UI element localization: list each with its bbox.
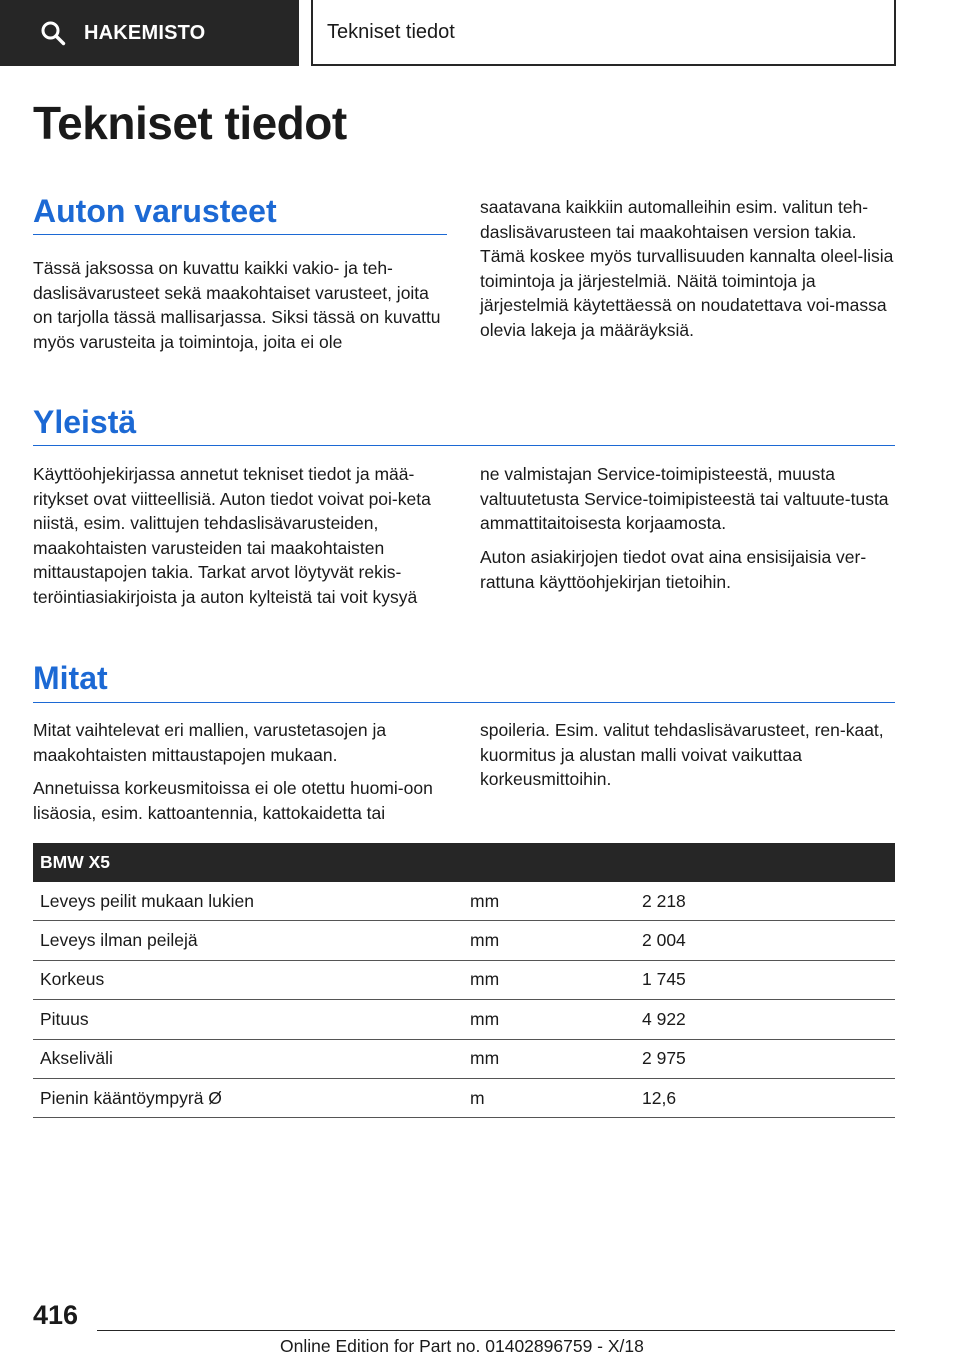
row-unit: mm	[470, 890, 500, 911]
search-icon	[40, 20, 66, 46]
row-label: Korkeus	[40, 969, 105, 990]
row-value: 1 745	[642, 969, 686, 990]
table-row	[33, 961, 895, 1000]
row-label: Pituus	[40, 1008, 89, 1029]
row-label: Leveys ilman peilejä	[40, 930, 198, 951]
table-header: BMW X5	[33, 843, 895, 882]
general-text-col1: Käyttöohjekirjassa annetut tekniset tiedot ja mää-ritykset ovat viitteellisiä. Auton tiedot voivat poi-keta niistä, esim. valittujen tehdaslisävarusteiden, maakohtaisten varusteiden tai maakohtaisten mittaustapojen takia. Tarkat arvot löytyvät rekis-teröintiasiakirjoista ja auton kylteistä tai voit kysyä	[33, 464, 431, 607]
section-heading-equipment: Auton varusteet	[33, 193, 277, 229]
dimensions-text-col2: spoileria. Esim. valitut tehdaslisävarusteet, ren-kaat, kuormitus ja alustan malli voivat vaikuttaa korkeusmittoihin.	[480, 720, 884, 790]
table-row	[33, 921, 895, 960]
section-heading-general: Yleistä	[33, 404, 137, 440]
row-unit: mm	[470, 1048, 500, 1069]
section-heading-dimensions: Mitat	[33, 660, 108, 696]
breadcrumb[interactable]: Tekniset tiedot	[311, 0, 896, 66]
table-row	[33, 1000, 895, 1039]
dimensions-table	[33, 843, 895, 1118]
row-label: Leveys peilit mukaan lukien	[40, 890, 255, 911]
row-value: 2 975	[642, 1048, 686, 1069]
table-row	[33, 1040, 895, 1079]
index-button-label: HAKEMISTO	[84, 21, 206, 44]
index-button[interactable]	[0, 0, 299, 66]
row-label: Akseliväli	[40, 1048, 113, 1069]
dimensions-text-col1-p1: Mitat vaihtelevat eri mallien, varustetasojen ja maakohtaisten mittaustapojen mukaan.	[33, 720, 387, 765]
section-rule	[33, 445, 895, 446]
dimensions-text-col1-p2: Annetuissa korkeusmitoissa ei ole otettu huomi-oon lisäosia, esim. kattoantennia, kattokaidetta tai	[33, 778, 433, 823]
page-title: Tekniset tiedot	[33, 97, 347, 149]
table-row	[33, 1079, 895, 1118]
row-label: Pienin kääntöympyrä Ø	[40, 1087, 222, 1108]
equipment-text-col2: saatavana kaikkiin automalleihin esim. valitun teh-daslisävarusteen tai maakohtaisen version takia. Tämä koskee myös turvallisuuden kannalta oleel-lisia toimintoja ja järjestelmiä. Näitä toimintoja ja järjestelmiä käytettäessä on noudatettava voi-massa olevia lakeja ja määräyksiä.	[480, 197, 894, 340]
section-rule	[33, 234, 447, 235]
section-rule	[33, 702, 895, 703]
row-value: 2 004	[642, 930, 686, 951]
row-unit: mm	[470, 1008, 500, 1029]
equipment-text-col1: Tässä jaksossa on kuvattu kaikki vakio- ja teh-daslisävarusteet sekä maakohtaiset varusteet, joita on tarjolla tässä mallisarjassa. Siksi tässä on kuvattu myös varusteita ja toimintoja, joita ei ole	[33, 258, 441, 352]
general-text-col2-p2: Auton asiakirjojen tiedot ovat aina ensisijaisia ver-rattuna käyttöohjekirjan tietoihin.	[480, 547, 867, 592]
top-navigation-bar	[0, 0, 960, 66]
row-value: 4 922	[642, 1008, 686, 1029]
row-value: 12,6	[642, 1087, 677, 1108]
row-unit: mm	[470, 969, 500, 990]
footer-rule	[97, 1330, 895, 1331]
page-number: 416	[33, 1300, 79, 1330]
footer-edition: Online Edition for Part no. 01402896759 - X/18	[280, 1336, 644, 1356]
row-unit: mm	[470, 930, 500, 951]
table-row	[33, 882, 895, 921]
row-value: 2 218	[642, 890, 686, 911]
general-text-col2-p1: ne valmistajan Service-toimipisteestä, muusta valtuutetusta Service-toimipisteestä tai valtuute-tusta ammattitaitoisesta korjaamosta.	[480, 464, 889, 534]
row-unit: m	[470, 1087, 485, 1108]
